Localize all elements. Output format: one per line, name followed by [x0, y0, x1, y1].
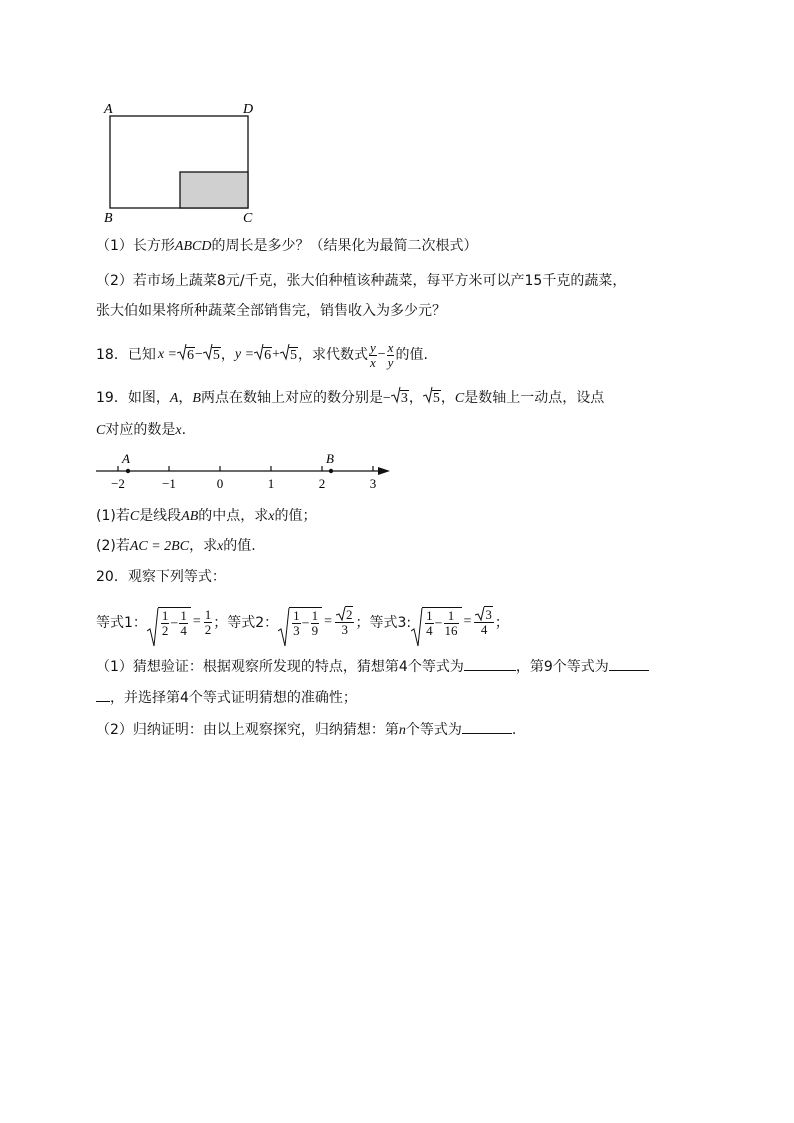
q20-part2-end: .	[511, 722, 517, 738]
label-c: C	[243, 211, 253, 226]
q20-title	[96, 567, 226, 587]
q19-sub1-a: (1)若	[96, 508, 130, 524]
q17-part1	[96, 236, 477, 257]
q20-equations: 等式1： $\frac{1}{2}$ − $\frac{1}{4}$ = $\frac{1}{2}$ ；等式2： $\frac{1}{3}$ − $\frac{1}{9}$ = $\frac{2}{3}$ ；等式3: $\frac{1}{4}$ − $\frac{1}{16}$ = $\frac{3}{4}$ ；	[96, 600, 509, 644]
q19-pt-a: A	[169, 391, 179, 406]
tick-label: −1	[162, 476, 176, 490]
q18-minus: −	[195, 347, 203, 362]
answer-blank-n[interactable]	[462, 719, 512, 734]
q19-sub2-c: 的值.	[223, 538, 256, 554]
q19-line2-end: .	[181, 422, 187, 438]
q19-pt-b: B	[192, 391, 201, 406]
eq-end: ；	[494, 615, 509, 631]
tick-label: 0	[216, 476, 224, 490]
q17-part2-text2: 张大伯如果将所种蔬菜全部销售完，销售收入为多少元？	[96, 303, 446, 319]
tick-label: 3	[369, 476, 377, 490]
q19-sub1-d: 的中点，求	[198, 508, 269, 524]
sqrt-5-b: 5	[280, 345, 298, 366]
q19-sub1	[96, 506, 317, 527]
q17-part2-line1	[96, 271, 626, 291]
q19-sub2-x: x	[217, 539, 224, 554]
q18-x-lhs: x =	[157, 347, 177, 362]
q19-sub2-b: ，求	[189, 538, 218, 554]
q18-y-lhs: y =	[234, 347, 255, 362]
q18-number: 18．已知	[96, 347, 156, 363]
q20-part2-n: n	[398, 723, 406, 738]
q19-neg: −	[382, 391, 391, 406]
q20-part1-line1	[96, 656, 649, 677]
q18-sep: ，	[220, 347, 235, 363]
sqrt-6-b: 6	[254, 345, 272, 366]
fraction-x-over-y: $\frac{x}{y}$	[387, 339, 394, 370]
rectangle-figure	[100, 98, 265, 228]
point-b-dot	[329, 469, 333, 473]
answer-blank-9-part2[interactable]	[96, 687, 110, 702]
tick-label: −2	[111, 476, 125, 490]
q19-sub1-x: x	[268, 509, 275, 524]
eq-sep2: ；等式3:	[355, 615, 412, 631]
label-b: B	[104, 211, 113, 226]
q17-rect-name: ABCD	[174, 239, 212, 254]
eq-sep1: ；等式2：	[213, 615, 279, 631]
q19-sub1-b: 是线段	[139, 508, 182, 524]
q20-part2	[96, 719, 516, 741]
fraction-y-over-x: $\frac{y}{x}$	[369, 339, 376, 370]
sqrt-3: 3	[391, 388, 409, 409]
q19-sub1-ab: AB	[181, 509, 199, 524]
q18-plus: +	[272, 347, 280, 362]
q19-line2-pt: C	[96, 423, 106, 438]
q19-sub1-c: C	[129, 509, 140, 524]
eq2-result: $\frac{2}{3}$	[335, 608, 355, 637]
q19-comma2: ，	[408, 390, 423, 406]
label-a: A	[104, 102, 113, 117]
answer-blank-9-part1[interactable]	[609, 656, 649, 671]
q19-line1	[96, 388, 604, 409]
shaded-region	[180, 172, 248, 208]
q19-line2	[96, 420, 186, 441]
number-line	[92, 448, 402, 490]
q20-part2-a: （2）归纳证明：由以上观察探究，归纳猜想：第	[96, 722, 399, 738]
eq2-sqrt: $\frac{1}{3}$ − $\frac{1}{9}$	[278, 607, 322, 638]
q19-pt-c: C	[454, 391, 465, 406]
q20-part1-line2	[96, 687, 357, 708]
q19-text-d: 是数轴上一动点，设点	[464, 390, 605, 406]
label-d: D	[243, 102, 254, 117]
q19-comma: ，	[178, 390, 193, 406]
q19-sub2-a: (2)若	[96, 538, 130, 554]
q20-part2-b: 个等式为	[405, 722, 462, 738]
sqrt-5-c: 5	[423, 388, 441, 409]
q20-part1-a: （1）猜想验证：根据观察所发现的特点，猜想第4个等式为	[96, 659, 464, 675]
eq1-result: $\frac{1}{2}$	[204, 606, 212, 637]
answer-blank-4[interactable]	[464, 656, 516, 671]
q20-part1-c: ，并选择第4个等式证明猜想的准确性；	[110, 690, 357, 706]
sqrt-5-a: 5	[203, 345, 221, 366]
q18-line	[96, 338, 428, 372]
point-b-label: B	[326, 451, 334, 466]
q19-intro: 19．如图，	[96, 390, 170, 406]
q20-part1-b: ，第9个等式为	[515, 659, 609, 675]
axis-arrow-icon	[378, 467, 390, 475]
q19-sub2	[96, 536, 256, 557]
sqrt-6-a: 6	[177, 345, 195, 366]
eq1-sqrt: $\frac{1}{2}$ − $\frac{1}{4}$	[147, 607, 191, 638]
tick-label: 2	[318, 476, 326, 490]
eq1-label: 等式1：	[96, 615, 147, 631]
q20-title-text: 20．观察下列等式：	[96, 569, 226, 585]
q18-end: 的值.	[395, 347, 428, 363]
q17-part1-suffix: 的周长是多少？（结果化为最简二次根式）	[211, 238, 478, 254]
q18-mid: ，求代数式	[297, 347, 368, 363]
eq3-sqrt: $\frac{1}{4}$ − $\frac{1}{16}$	[411, 607, 461, 638]
q19-line2-text: 对应的数是	[105, 422, 176, 438]
q19-sub2-expr: AC = 2BC	[129, 539, 190, 554]
q19-sub1-e: 的值；	[274, 508, 317, 524]
q17-part1-prefix: （1）长方形	[96, 238, 175, 254]
q19-comma3: ，	[440, 390, 455, 406]
q18-op: −	[377, 347, 386, 362]
q17-part2-line2	[96, 301, 446, 321]
tick-label: 1	[267, 476, 275, 490]
q19-line2-var: x	[175, 423, 182, 438]
point-a-label: A	[122, 451, 130, 466]
q19-text-b: 两点在数轴上对应的数分别是	[200, 390, 383, 406]
q17-part2-text1: （2）若市场上蔬菜8元/千克，张大伯种植该种蔬菜，每平方米可以产15千克的蔬菜，	[96, 273, 627, 289]
point-a-dot	[126, 469, 130, 473]
eq3-result: $\frac{3}{4}$	[474, 608, 494, 637]
